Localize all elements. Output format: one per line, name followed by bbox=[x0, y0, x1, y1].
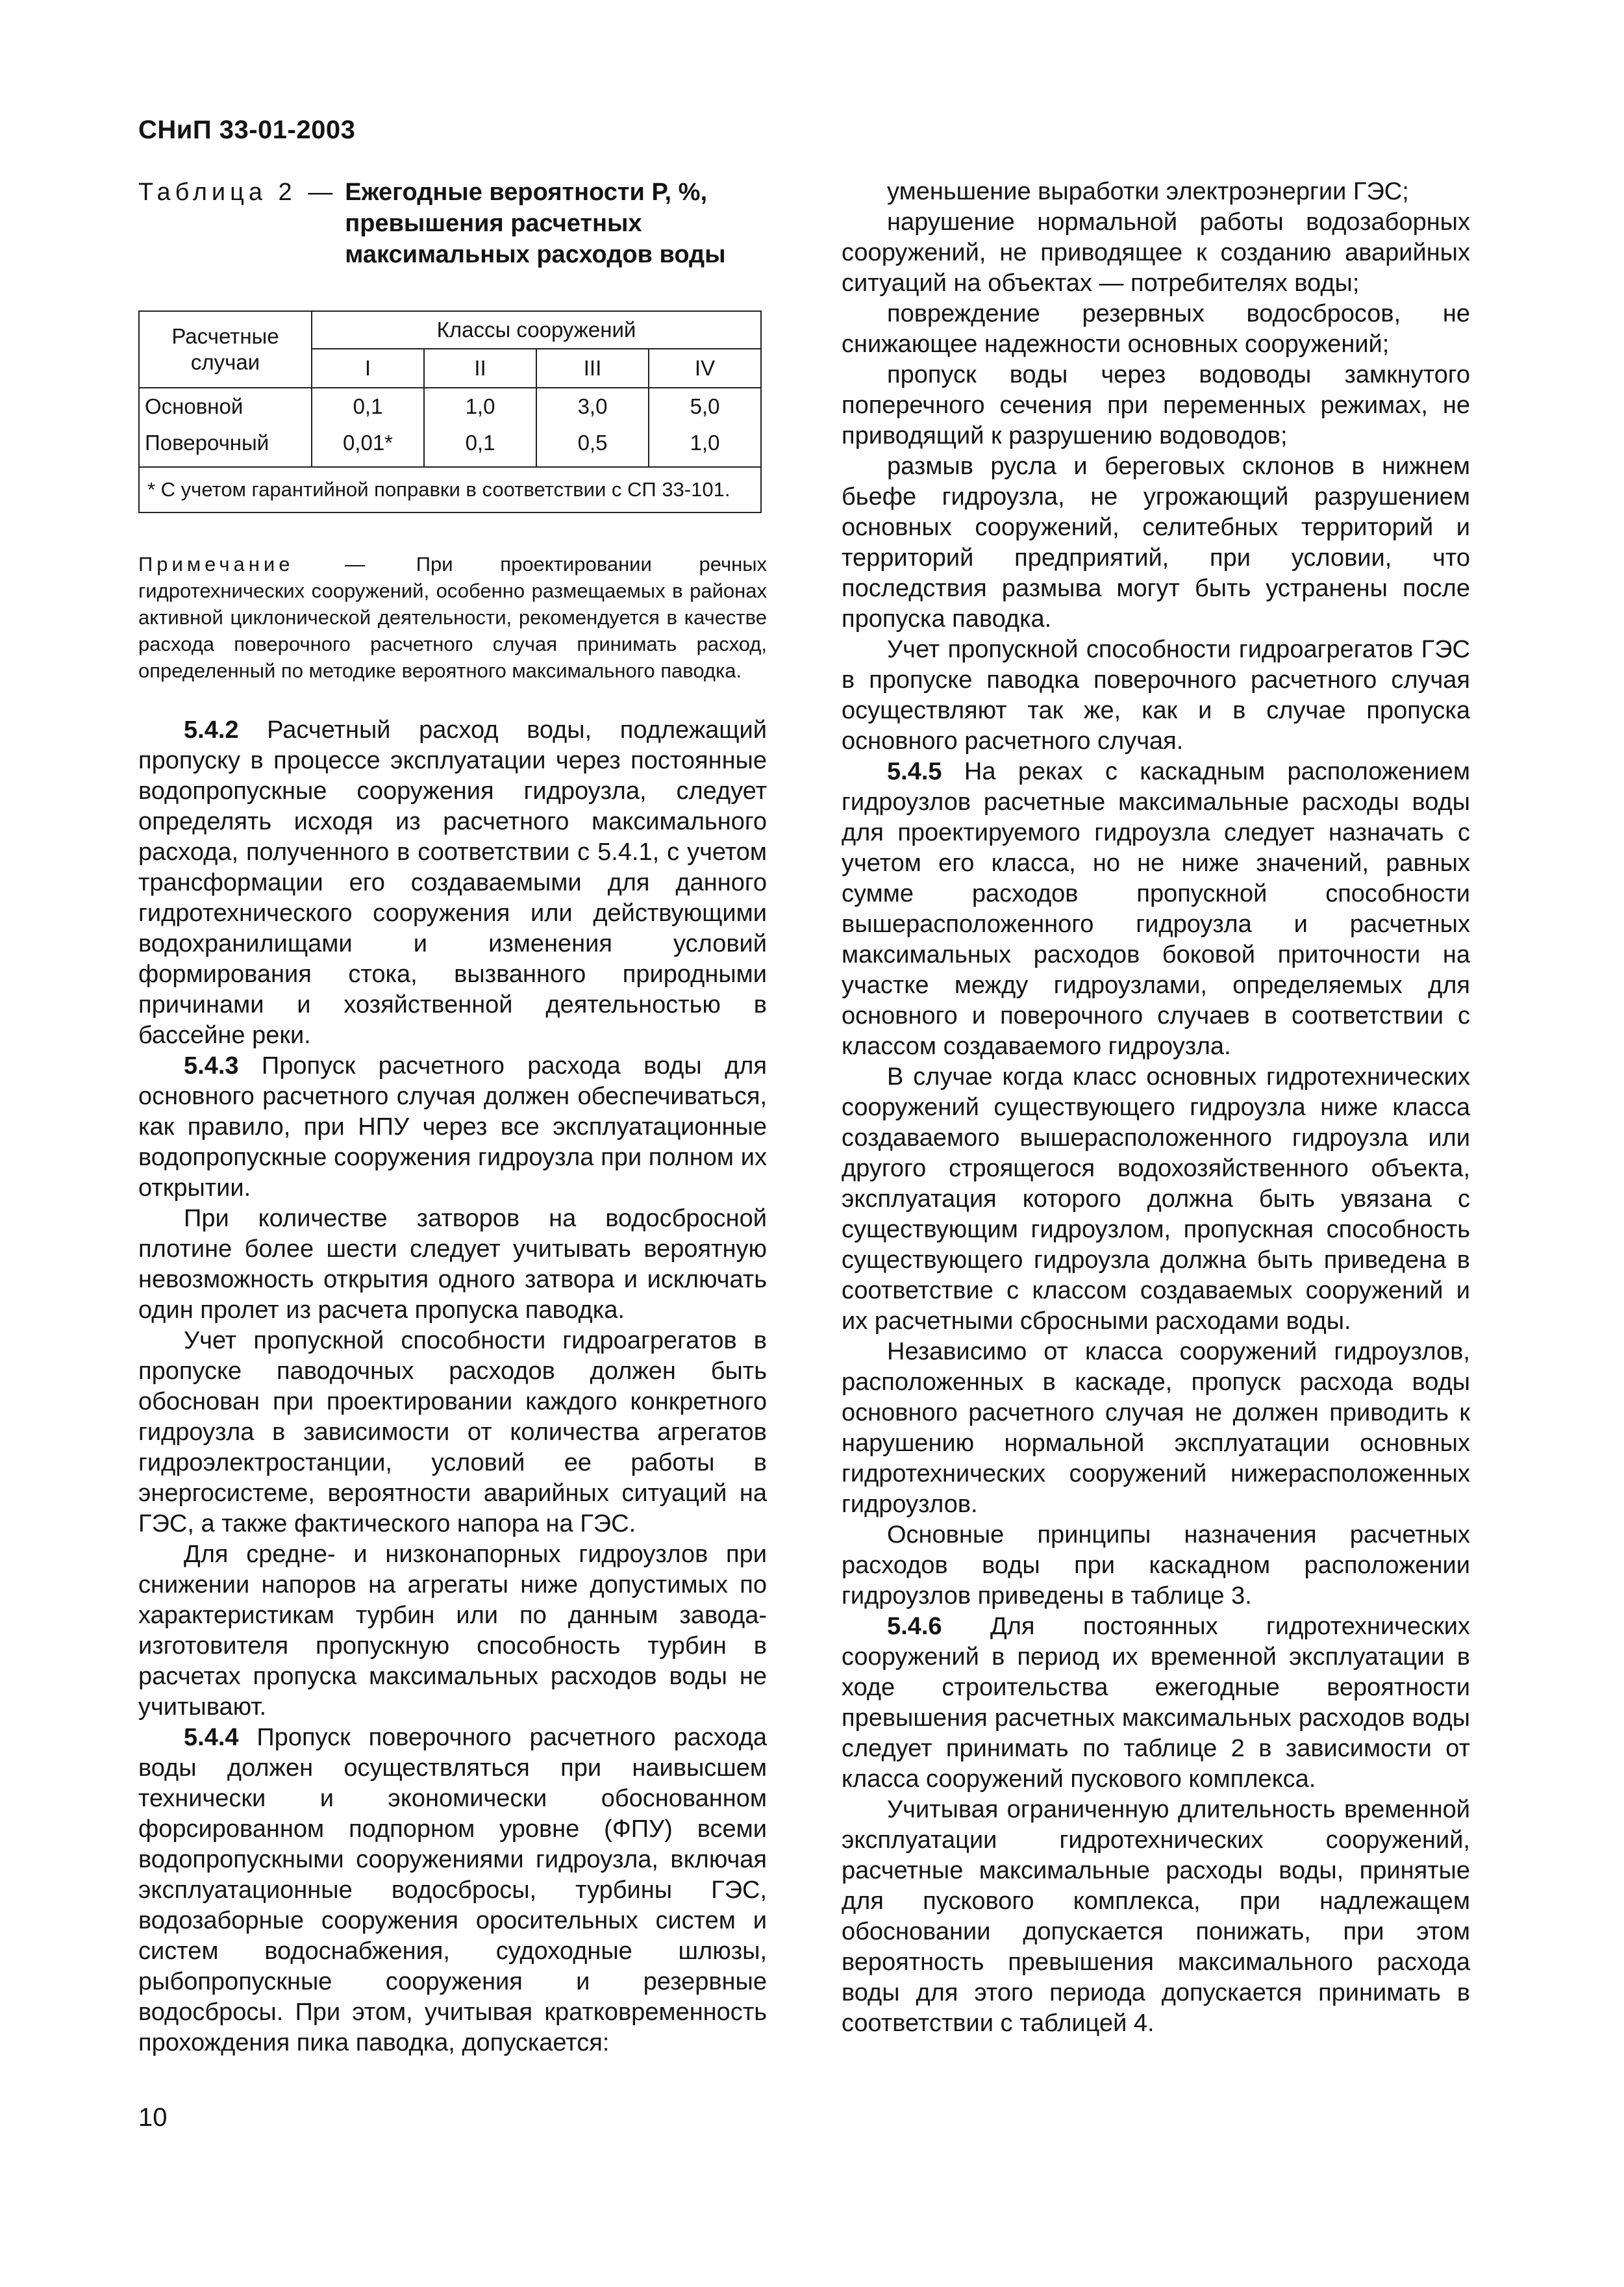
list-item bbox=[842, 451, 1470, 635]
probability-table bbox=[138, 310, 762, 513]
table-footnote: * С учетом гарантийной поправки в соответствии с СП 33-101. bbox=[139, 467, 761, 512]
paragraph-text: Для средне- и низконапорных гидроузлов при снижении напоров на агрегаты ниже допустимых по характеристикам турбин или по данным завода-изготовителя пропускную способность турбин в расчетах пропуска максимальных расходов воды не учитывают. bbox=[138, 1541, 767, 1721]
list-item bbox=[842, 177, 1470, 207]
table-header-class-4: IV bbox=[649, 349, 761, 388]
paragraph-text: Независимо от класса сооружений гидроузлов, расположенных в каскаде, пропуск расхода воды основного расчетного случая не должен приводить к нарушению нормальной эксплуатации основных гидротехнических сооружений нижерасположенных гидроузлов. bbox=[842, 1338, 1470, 1518]
right-column bbox=[842, 177, 1470, 2039]
paragraph-text: На реках с каскадным расположением гидроузлов расчетные максимальные расходы воды для проектируемого гидроузла следует назначать с учетом его класса, но не ниже значений, равных сумме расходов пропускной способности вышерасположенного гидроузла и расчетных максимальных расходов боковой приточности на участке между гидроузлами, определяемых для основного и поверочного случаев в соответствии с классом создаваемого гидроузла. bbox=[842, 758, 1470, 1060]
paragraph bbox=[138, 715, 767, 1051]
section-number: 5.4.4 bbox=[184, 1724, 239, 1751]
table-cell: 0,1 bbox=[424, 425, 536, 467]
table-caption bbox=[138, 177, 767, 270]
section-number: 5.4.2 bbox=[184, 716, 239, 744]
table-caption-title: Ежегодные вероятности Р, %, превышения расчетных максимальных расходов воды bbox=[345, 179, 726, 268]
paragraph-text: Учитывая ограниченную длительность временной эксплуатации гидротехнических сооружений, расчетные максимальные расходы воды, принятые для пускового комплекса, при надлежащем обосновании допускается понижать, при этом вероятность превышения максимального расхода воды для этого периода допускается принимать в соответствии с таблицей 4. bbox=[842, 1796, 1470, 2037]
paragraph bbox=[138, 1723, 767, 2058]
list-item bbox=[842, 360, 1470, 451]
table-cell: 1,0 bbox=[649, 425, 761, 467]
table-note bbox=[138, 551, 767, 684]
table-row bbox=[139, 388, 761, 425]
note-label: Примечание — bbox=[138, 553, 369, 575]
paragraph-text: уменьшение выработки электроэнергии ГЭС; bbox=[887, 178, 1409, 205]
section-number: 5.4.6 bbox=[887, 1613, 942, 1640]
paragraph bbox=[842, 1337, 1470, 1520]
table-cell: 5,0 bbox=[649, 388, 761, 425]
document-header: СНиП 33-01-2003 bbox=[138, 116, 356, 144]
table-header-class-2: II bbox=[424, 349, 536, 388]
paragraph-text: нарушение нормальной работы водозаборных сооружений, не приводящее к созданию аварийных ситуаций на объектах — потребителях воды; bbox=[842, 208, 1470, 297]
section-number: 5.4.5 bbox=[887, 758, 942, 785]
paragraph bbox=[842, 1611, 1470, 1795]
page-number: 10 bbox=[138, 2103, 168, 2132]
paragraph bbox=[842, 757, 1470, 1062]
paragraph-text: При количестве затворов на водосбросной плотине более шести следует учитывать вероятную невозможность открытия одного затвора и исключать один пролет из расчета пропуска паводка. bbox=[138, 1205, 767, 1324]
paragraph-text: Учет пропускной способности гидроагрегатов ГЭС в пропуске паводка поверочного расчетного случая осуществляют так же, как и в случае пропуска основного расчетного случая. bbox=[842, 636, 1470, 755]
paragraph bbox=[842, 1795, 1470, 2039]
table-header-cases: Расчетные случаи bbox=[139, 311, 312, 388]
note-text: При проектировании речных гидротехнических сооружений, особенно размещаемых в районах активной циклонической деятельности, рекомендуется в качестве расхода поверочного расчетного случая принимать расход, определенный по методике вероятного максимального паводка. bbox=[138, 553, 767, 682]
paragraph-text: пропуск воды через водоводы замкнутого поперечного сечения при переменных режимах, не приводящий к разрушению водоводов; bbox=[842, 361, 1470, 449]
table-row-label: Основной bbox=[139, 388, 312, 425]
paragraph bbox=[138, 1051, 767, 1204]
paragraph bbox=[138, 1204, 767, 1326]
paragraph bbox=[842, 1520, 1470, 1611]
paragraph bbox=[138, 1326, 767, 1539]
table-header-classes: Классы сооружений bbox=[312, 311, 761, 349]
list-item bbox=[842, 299, 1470, 360]
table-caption-label: Таблица 2 — bbox=[138, 179, 338, 206]
paragraph-text: В случае когда класс основных гидротехнических сооружений существующего гидроузла ниже класса создаваемого вышерасположенного гидроузла или другого строящегося водохозяйственного объекта, эксплуатация которого должна быть увязана с существующим гидроузлом, пропускная способность существующего гидроузла должна быть приведена в соответствие с классом создаваемых сооружений и их расчетными сбросными расходами воды. bbox=[842, 1063, 1470, 1335]
table-cell: 3,0 bbox=[536, 388, 649, 425]
table-header-class-3: III bbox=[536, 349, 649, 388]
table-cell: 1,0 bbox=[424, 388, 536, 425]
table-row bbox=[139, 425, 761, 467]
table-cell: 0,01* bbox=[312, 425, 424, 467]
section-number: 5.4.3 bbox=[184, 1052, 239, 1080]
table-header-class-1: I bbox=[312, 349, 424, 388]
left-column bbox=[138, 177, 767, 2058]
paragraph-text: повреждение резервных водосбросов, не снижающее надежности основных сооружений; bbox=[842, 300, 1470, 358]
paragraph-text: Учет пропускной способности гидроагрегатов в пропуске паводочных расходов должен быть обоснован при проектировании каждого конкретного гидроузла в зависимости от количества агрегатов гидроэлектростанции, условий ее работы в энергосистеме, вероятности аварийных ситуаций на ГЭС, а также фактического напора на ГЭС. bbox=[138, 1327, 767, 1537]
list-item bbox=[842, 207, 1470, 299]
table-cell: 0,5 bbox=[536, 425, 649, 467]
paragraph-text: Основные принципы назначения расчетных расходов воды при каскадном расположении гидроузлов приведены в таблице 3. bbox=[842, 1521, 1470, 1610]
paragraph-text: Пропуск поверочного расчетного расхода воды должен осуществляться при наивысшем технически и экономически обоснованном форсированном подпорном уровне (ФПУ) всеми водопропускными сооружениями гидроузла, включая эксплуатационные водосбросы, турбины ГЭС, водозаборные сооружения оросительных систем и систем водоснабжения, судоходные шлюзы, рыбопропускные сооружения и резервные водосбросы. При этом, учитывая кратковременность прохождения пика паводка, допускается: bbox=[138, 1724, 767, 2056]
paragraph-text: Расчетный расход воды, подлежащий пропуску в процессе эксплуатации через постоянные водопропускные сооружения гидроузла, следует определять исходя из расчетного максимального расхода, полученного в соответствии с 5.4.1, с учетом трансформации его создаваемыми для данного гидротехнического сооружения или действующими водохранилищами и изменения условий формирования стока, вызванного природными причинами и хозяйственной деятельностью в бассейне реки. bbox=[138, 716, 767, 1049]
paragraph-text: Пропуск расчетного расхода воды для основного расчетного случая должен обеспечиваться, как правило, при НПУ через все эксплуатационные водопропускные сооружения гидроузла при полном их открытии. bbox=[138, 1052, 767, 1202]
paragraph bbox=[842, 635, 1470, 757]
paragraph bbox=[842, 1062, 1470, 1337]
table-row-label: Поверочный bbox=[139, 425, 312, 467]
paragraph-text: Для постоянных гидротехнических сооружений в период их временной эксплуатации в ходе строительства ежегодные вероятности превышения расчетных максимальных расходов воды следует принимать по таблице 2 в зависимости от класса сооружений пускового комплекса. bbox=[842, 1613, 1470, 1793]
paragraph bbox=[138, 1539, 767, 1723]
paragraph-text: размыв русла и береговых склонов в нижнем бьефе гидроузла, не угрожающий разрушением основных сооружений, селитебных территорий и территорий предприятий, при условии, что последствия размыва могут быть устранены после пропуска паводка. bbox=[842, 453, 1470, 633]
table-cell: 0,1 bbox=[312, 388, 424, 425]
